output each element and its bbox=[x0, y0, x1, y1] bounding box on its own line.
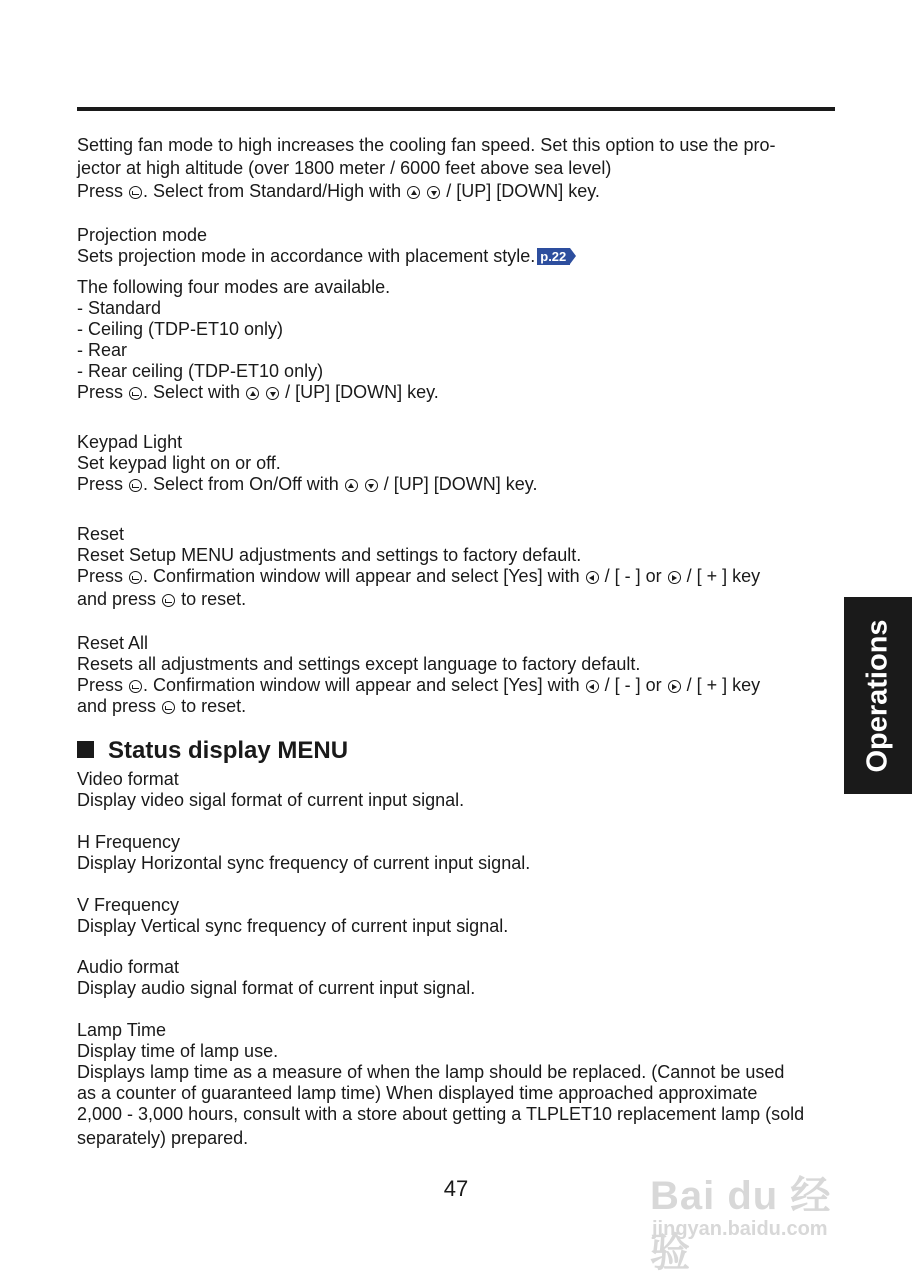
keypad-light-desc: Set keypad light on or off. bbox=[77, 453, 281, 473]
status-item-desc: Display Horizontal sync frequency of current input signal. bbox=[77, 853, 531, 873]
enter-key-icon bbox=[129, 680, 142, 693]
watermark-url: jingyan.baidu.com bbox=[652, 1218, 828, 1240]
reset-title: Reset bbox=[77, 524, 125, 544]
press-label: Press bbox=[77, 566, 124, 586]
keys-text: / [UP] [DOWN] key. bbox=[378, 474, 538, 494]
fan-mode-text-line1: Setting fan mode to high increases the cooling fan speed. Set this option to use the pro- bbox=[77, 135, 776, 155]
plus-text: / [ + ] key bbox=[681, 675, 761, 695]
press-label: Press bbox=[77, 181, 124, 201]
keys-text: / [UP] [DOWN] key. bbox=[280, 382, 439, 402]
fan-mode-text-line2: jector at high altitude (over 1800 meter / 6000 feet above sea level) bbox=[77, 158, 612, 178]
press-label: Press bbox=[77, 474, 124, 494]
lamp-note-line: as a counter of guaranteed lamp time) When displayed time approached approximate bbox=[77, 1083, 758, 1103]
projection-mode-intro: The following four modes are available. bbox=[77, 277, 391, 297]
reset-all-desc: Resets all adjustments and settings except language to factory default. bbox=[77, 654, 641, 674]
reset-all-confirm-line bbox=[77, 696, 246, 717]
reset-confirm-line bbox=[77, 589, 246, 610]
section-heading bbox=[77, 736, 348, 766]
operations-side-tab bbox=[844, 597, 912, 794]
to-reset-text: to reset. bbox=[176, 696, 247, 716]
reset-all-press-line bbox=[77, 675, 760, 696]
left-arrow-icon bbox=[586, 680, 599, 693]
projection-mode-desc: Sets projection mode in accordance with placement style. bbox=[77, 246, 536, 266]
status-item-title: H Frequency bbox=[77, 832, 181, 852]
status-item-desc: Display audio signal format of current input signal. bbox=[77, 978, 476, 998]
page-number: 47 bbox=[443, 1176, 469, 1201]
enter-key-icon bbox=[162, 594, 175, 607]
status-item-title: Lamp Time bbox=[77, 1020, 167, 1040]
down-arrow-icon bbox=[266, 387, 279, 400]
and-press-text: and press bbox=[77, 696, 157, 716]
right-arrow-icon bbox=[668, 680, 681, 693]
watermark-logo-text: Bai du 经验 bbox=[650, 1174, 832, 1275]
confirm-text: . Confirmation window will appear and select [Yes] with bbox=[143, 675, 580, 695]
keypad-light-press-line bbox=[77, 474, 537, 495]
press-label: Press bbox=[77, 675, 124, 695]
lamp-note-line: 2,000 - 3,000 hours, consult with a store about getting a TLPLET10 replacement lamp (sold bbox=[77, 1104, 805, 1124]
minus-text: / [ - ] or bbox=[599, 566, 662, 586]
square-bullet-icon bbox=[77, 741, 94, 758]
mode-list-item: - Rear ceiling (TDP-ET10 only) bbox=[77, 361, 324, 381]
mode-list-item: - Ceiling (TDP-ET10 only) bbox=[77, 319, 284, 339]
enter-key-icon bbox=[129, 571, 142, 584]
to-reset-text: to reset. bbox=[176, 589, 247, 609]
page-ref-link[interactable]: p.22 bbox=[537, 248, 570, 265]
status-item-desc: Display Vertical sync frequency of current input signal. bbox=[77, 916, 509, 936]
enter-key-icon bbox=[129, 387, 142, 400]
left-arrow-icon bbox=[586, 571, 599, 584]
right-arrow-icon bbox=[668, 571, 681, 584]
enter-key-icon bbox=[129, 479, 142, 492]
up-arrow-icon bbox=[345, 479, 358, 492]
status-item-title: Audio format bbox=[77, 957, 180, 977]
plus-text: / [ + ] key bbox=[681, 566, 761, 586]
status-item-desc: Display video sigal format of current input signal. bbox=[77, 790, 465, 810]
reset-desc: Reset Setup MENU adjustments and settings to factory default. bbox=[77, 545, 582, 565]
top-rule bbox=[77, 107, 835, 111]
projection-mode-press-line bbox=[77, 382, 439, 403]
projection-mode-title: Projection mode bbox=[77, 225, 208, 245]
down-arrow-icon bbox=[427, 186, 440, 199]
down-arrow-icon bbox=[365, 479, 378, 492]
confirm-text: . Confirmation window will appear and select [Yes] with bbox=[143, 566, 580, 586]
section-heading-text: Status display MENU bbox=[108, 737, 349, 764]
up-arrow-icon bbox=[407, 186, 420, 199]
and-press-text: and press bbox=[77, 589, 157, 609]
baidu-watermark bbox=[648, 1150, 868, 1275]
side-tab-label: Operations bbox=[861, 618, 894, 773]
mode-list-item: - Rear bbox=[77, 340, 128, 360]
projection-mode-desc-line bbox=[77, 246, 570, 267]
fan-mode-press-line bbox=[77, 181, 600, 202]
select-text: . Select from On/Off with bbox=[143, 474, 339, 494]
lamp-note-line: Displays lamp time as a measure of when the lamp should be replaced. (Cannot be used bbox=[77, 1062, 785, 1082]
enter-key-icon bbox=[162, 701, 175, 714]
status-item-title: V Frequency bbox=[77, 895, 180, 915]
reset-all-title: Reset All bbox=[77, 633, 149, 653]
up-arrow-icon bbox=[246, 387, 259, 400]
keypad-light-title: Keypad Light bbox=[77, 432, 183, 452]
reset-press-line bbox=[77, 566, 760, 587]
status-item-desc: Display time of lamp use. bbox=[77, 1041, 279, 1061]
press-label: Press bbox=[77, 382, 124, 402]
status-item-title: Video format bbox=[77, 769, 179, 789]
minus-text: / [ - ] or bbox=[599, 675, 662, 695]
select-text: . Select with bbox=[143, 382, 241, 402]
keys-text: / [UP] [DOWN] key. bbox=[441, 181, 600, 201]
lamp-note-line: separately) prepared. bbox=[77, 1128, 249, 1148]
enter-key-icon bbox=[129, 186, 142, 199]
mode-list-item: - Standard bbox=[77, 298, 162, 318]
select-text: . Select from Standard/High with bbox=[143, 181, 402, 201]
